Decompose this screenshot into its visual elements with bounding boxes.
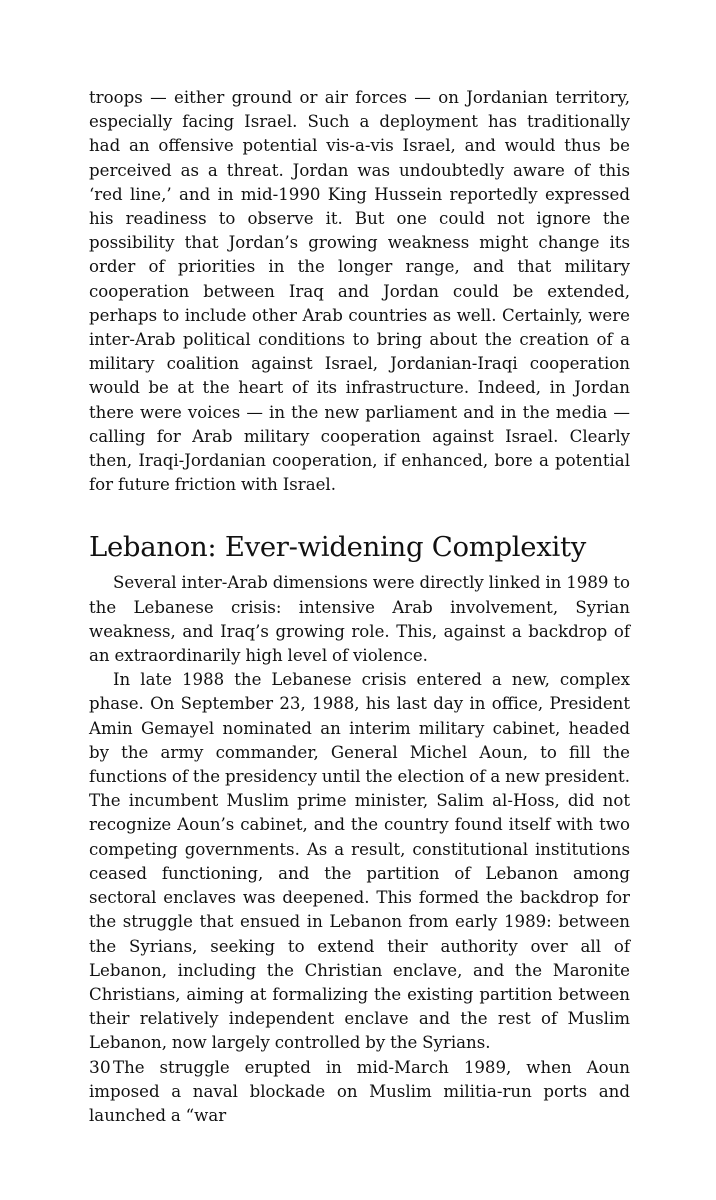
body-paragraph: Several inter-Arab dimensions were directly linked in 1989 to the Lebanese crisis: intensive Arab involvement, Syrian weakness, and Iraq’s growing role. This, against a backdrop of an extraordinarily high level of violence.: [89, 573, 630, 666]
body-paragraph: troops — either ground or air forces — on Jordanian territory, especially facing Israel. Such a deployment has traditionally had an offensive potential vis-a-vis Israel, and would thus be perceived as a threat. Jordan was undoubtedly aware of this ‘red line,’ and in mid-1990 King Hussein reportedly expressed his readiness to observe it. But one could not ignore the possibility that Jordan’s growing weakness might change its order of priorities in the longer range, and that military cooperation between Iraq and Jordan could be extended, perhaps to include other Arab countries as well. Certainly, were inter-Arab political conditions to bring about the creation of a military coalition against Israel, Jordanian-Iraqi cooperation would be at the heart of its infrastructure. Indeed, in Jordan there were voices — in the new parliament and in the media — calling for Arab military cooperation against Israel. Clearly then, Iraqi-Jordanian cooperation, if enhanced, bore a potential for future friction with Israel.: [89, 88, 630, 495]
page-body: [89, 86, 630, 1128]
body-paragraph: The struggle erupted in mid-March 1989, when Aoun imposed a naval blockade on Muslim militia-run ports and launched a “war: [89, 1057, 630, 1125]
section-heading: Lebanon: Ever-widening Complexity: [89, 531, 586, 564]
body-paragraph: In late 1988 the Lebanese crisis entered a new, complex phase. On September 23, 1988, his last day in office, President Amin Gemayel nominated an interim military cabinet, headed by the army commander, General Michel Aoun, to fill the functions of the presidency until the election of a new president. The incumbent Muslim prime minister, Salim al-Hoss, did not recognize Aoun’s cabinet, and the country found itself with two competing governments. As a result, constitutional institutions ceased functioning, and the partition of Lebanon among sectoral enclaves was deepened. This formed the backdrop for the struggle that ensued in Lebanon from early 1989: between the Syrians, seeking to extend their authority over all of Lebanon, including the Christian enclave, and the Maronite Christians, aiming at formalizing the existing partition between their relatively independent enclave and the rest of Muslim Lebanon, now largely controlled by the Syrians.: [89, 670, 630, 1053]
page-number: 30: [89, 1058, 111, 1078]
